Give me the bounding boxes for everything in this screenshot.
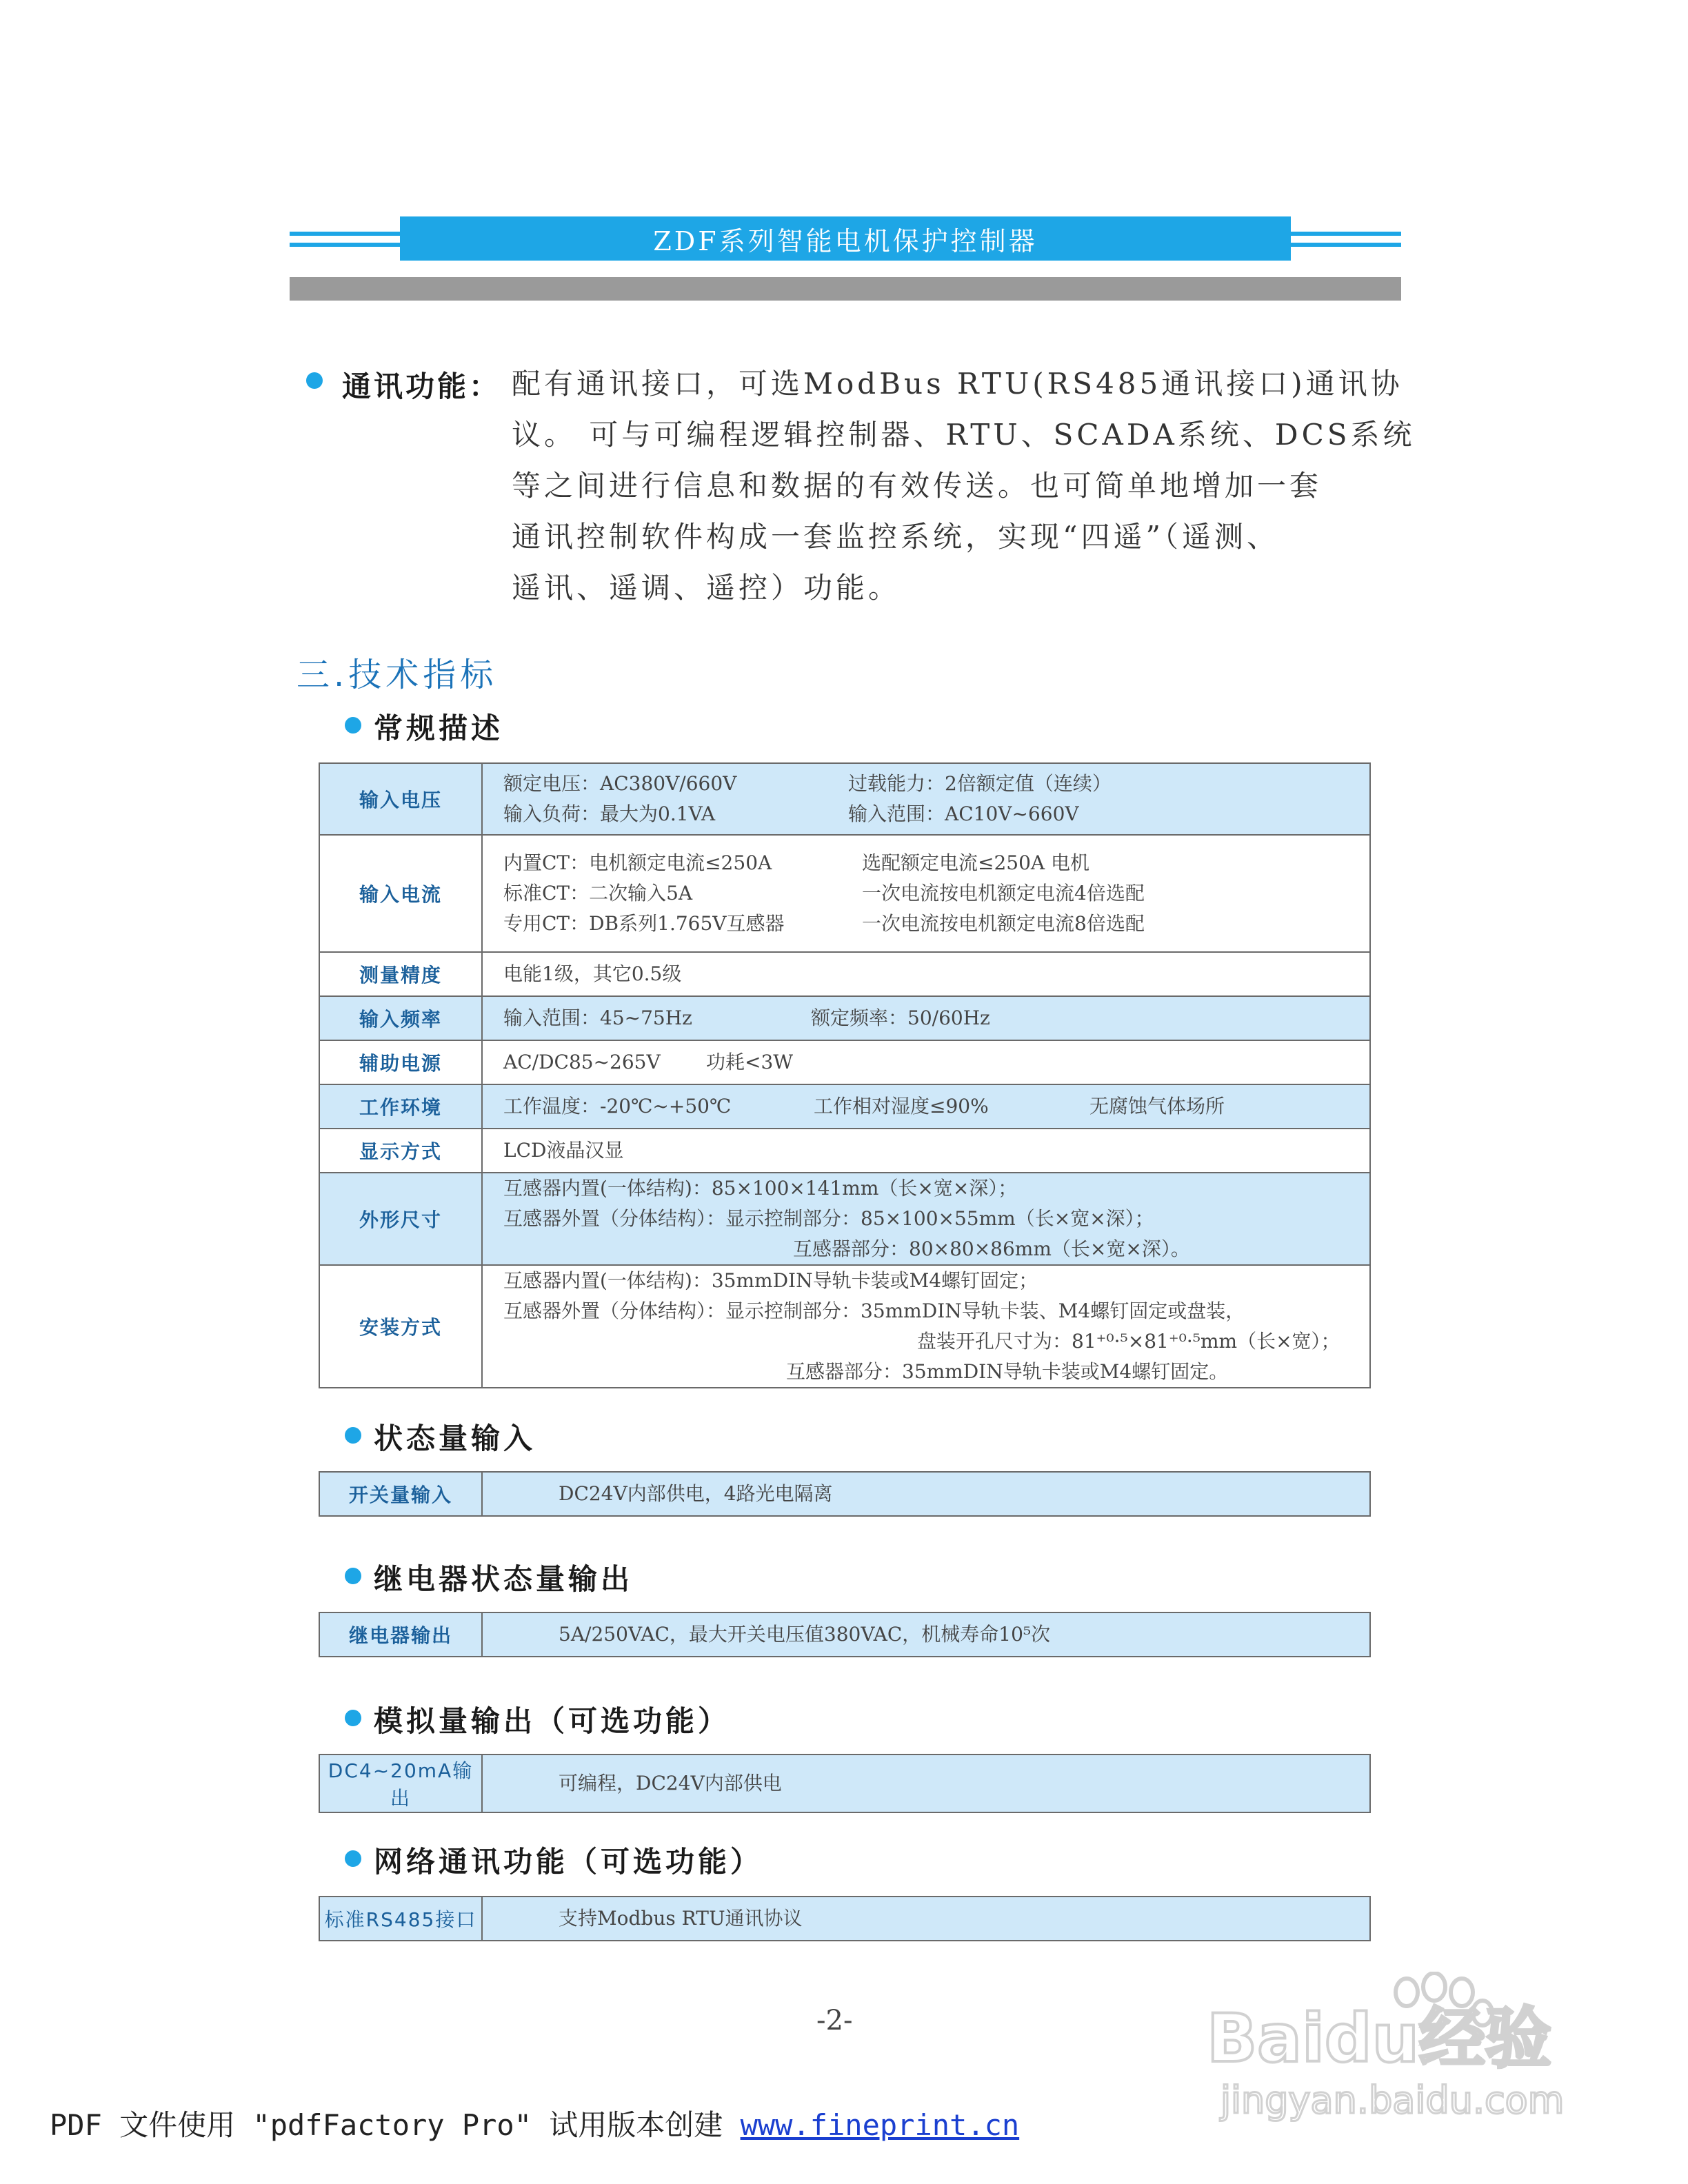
communication-label: 通讯功能：	[342, 370, 501, 403]
table-row	[319, 835, 1370, 952]
cell-text: 互感器外置（分体结构）：显示控制部分：85×100×55mm（长×宽×深）；	[503, 1207, 1154, 1230]
relay-output-table	[319, 1612, 1371, 1657]
cell-text: 5A/250VAC，最大开关电压值380VAC，机械寿命10⁵次	[482, 1612, 1370, 1657]
cell-text: 一次电流按电机额定电流8倍选配	[862, 912, 1145, 935]
bullet-icon	[345, 717, 361, 734]
row-label: 输入电流	[319, 835, 482, 952]
bullet-icon	[345, 1427, 361, 1444]
cell-text: 互感器部分：80×80×86mm（长×宽×深）。	[793, 1237, 1190, 1260]
communication-line: 议。 可与可编程逻辑控制器、RTU、SCADA系统、DCS系统	[512, 418, 1416, 452]
analog-output-title: 模拟量输出（可选功能）	[374, 1704, 731, 1738]
communication-line: 通讯控制软件构成一套监控系统，实现“四遥”（遥测、	[512, 520, 1279, 554]
cell-text: 内置CT：电机额定电流≤250A	[503, 851, 772, 874]
row-label: 开关量输入	[319, 1472, 482, 1516]
cell-text: 电能1级，其它0.5级	[482, 952, 1370, 996]
header-rule-right-bottom	[1291, 243, 1401, 247]
table-row	[319, 1612, 1370, 1657]
row-label: 显示方式	[319, 1129, 482, 1173]
cell-text: 盘装开孔尺寸为：81⁺⁰·⁵×81⁺⁰·⁵mm（长×宽）；	[917, 1330, 1340, 1353]
cell-text: 一次电流按电机额定电流4倍选配	[862, 882, 1145, 904]
header-rule-left-bottom	[290, 243, 400, 247]
cell-text: AC/DC85~265V	[503, 1051, 661, 1073]
communication-line: 等之间进行信息和数据的有效传送。也可简单地增加一套	[512, 469, 1323, 503]
row-label: 输入电压	[319, 763, 482, 835]
row-label: 辅助电源	[319, 1040, 482, 1084]
cell-text: 无腐蚀气体场所	[1089, 1095, 1225, 1118]
bullet-icon	[345, 1850, 361, 1867]
header-rule-left-top	[290, 232, 400, 236]
table-row	[319, 1040, 1370, 1084]
footer-link[interactable]: www.fineprint.cn	[740, 2108, 1020, 2142]
footer-text: PDF 文件使用 "pdfFactory Pro" 试用版本创建	[50, 2108, 741, 2142]
communication-text	[512, 358, 1416, 614]
cell-text: 互感器内置(一体结构)：35mmDIN导轨卡装或M4螺钉固定；	[503, 1269, 1038, 1292]
cell-text: 互感器外置（分体结构）：显示控制部分：35mmDIN导轨卡装、M4螺钉固定或盘装，	[503, 1300, 1245, 1322]
row-label: 工作环境	[319, 1084, 482, 1129]
watermark-brand: Baidu经验	[1207, 2000, 1551, 2077]
relay-output-title: 继电器状态量输出	[374, 1562, 634, 1596]
row-label: DC4~20mA输出	[319, 1755, 482, 1812]
analog-output-table	[319, 1754, 1371, 1813]
header-grey-bar	[290, 277, 1401, 301]
row-label: 标准RS485接口	[319, 1897, 482, 1941]
section-title: 三.技术指标	[297, 656, 498, 694]
cell-text: 功耗<3W	[706, 1051, 794, 1073]
baidu-watermark-logo	[1200, 1972, 1586, 2130]
status-input-title: 状态量输入	[374, 1422, 536, 1455]
table-row	[319, 1265, 1370, 1388]
cell-text: 互感器内置(一体结构)：85×100×141mm（长×宽×深）；	[503, 1177, 1018, 1200]
cell-text: 输入负荷：最大为0.1VA	[503, 802, 716, 825]
bullet-icon	[345, 1568, 361, 1584]
watermark-url: jingyan.baidu.com	[1220, 2079, 1565, 2122]
row-label: 输入频率	[319, 996, 482, 1040]
table-row	[319, 1472, 1370, 1516]
cell-text: 支持Modbus RTU通讯协议	[482, 1897, 1370, 1941]
cell-text: 额定频率：50/60Hz	[811, 1007, 990, 1029]
row-label: 继电器输出	[319, 1612, 482, 1657]
table-row	[319, 1755, 1370, 1812]
general-title: 常规描述	[374, 711, 504, 745]
row-label: 测量精度	[319, 952, 482, 996]
header-title: ZDF系列智能电机保护控制器	[400, 216, 1291, 261]
communication-line: 遥讯、遥调、遥控）功能。	[512, 571, 901, 605]
cell-text: 工作温度：-20℃~+50℃	[503, 1095, 732, 1118]
bullet-icon	[306, 372, 323, 389]
footer	[50, 2103, 1019, 2144]
row-label: 安装方式	[319, 1265, 482, 1388]
network-title: 网络通讯功能（可选功能）	[374, 1845, 763, 1879]
row-label: 外形尺寸	[319, 1173, 482, 1265]
bullet-icon	[345, 1710, 361, 1726]
table-row	[319, 952, 1370, 996]
table-row	[319, 1084, 1370, 1129]
table-row	[319, 996, 1370, 1040]
network-table	[319, 1896, 1371, 1941]
cell-text: 互感器部分：35mmDIN导轨卡装或M4螺钉固定。	[786, 1360, 1229, 1383]
cell-text: 工作相对湿度≤90%	[814, 1095, 989, 1118]
cell-text: 额定电压：AC380V/660V	[503, 772, 737, 795]
cell-text: 专用CT：DB系列1.765V互感器	[503, 912, 785, 935]
table-row	[319, 763, 1370, 835]
header-rule-right-top	[1291, 232, 1401, 236]
cell-text: 可编程，DC24V内部供电	[482, 1755, 1370, 1812]
cell-text: 标准CT：二次输入5A	[503, 882, 693, 904]
table-row	[319, 1173, 1370, 1265]
status-input-table	[319, 1471, 1371, 1517]
cell-text: LCD液晶汉显	[482, 1129, 1370, 1173]
general-spec-table	[319, 762, 1371, 1388]
table-row	[319, 1129, 1370, 1173]
cell-text: 输入范围：AC10V~660V	[848, 802, 1079, 825]
cell-text: 选配额定电流≤250A 电机	[862, 851, 1090, 874]
cell-text: 过载能力：2倍额定值（连续）	[848, 772, 1112, 795]
communication-line: 配有通讯接口，可选ModBus RTU(RS485通讯接口)通讯协	[512, 367, 1403, 401]
cell-text: DC24V内部供电，4路光电隔离	[482, 1472, 1370, 1516]
page-number: -2-	[816, 2005, 853, 2036]
table-row	[319, 1897, 1370, 1941]
cell-text: 输入范围：45~75Hz	[503, 1007, 692, 1029]
